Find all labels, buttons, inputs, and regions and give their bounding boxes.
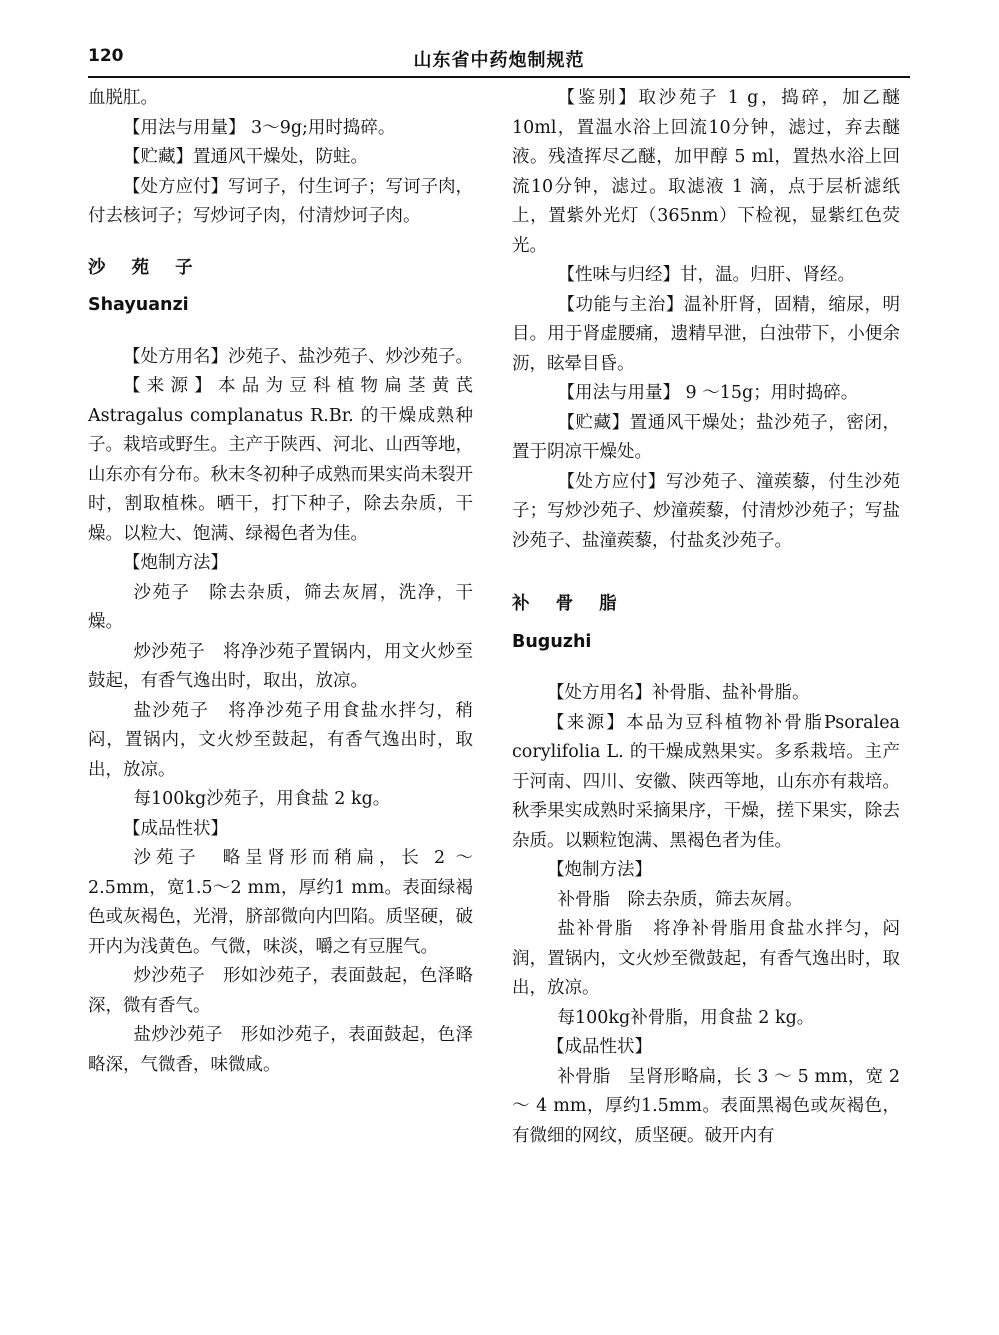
nature-meridian: 【性味与归经】甘，温。归肝、肾经。 xyxy=(557,265,855,285)
usage-dosage: 【用法与用量】 3～9g;用时捣碎。 xyxy=(123,117,396,138)
right-column xyxy=(512,84,900,1151)
prescription-dispensing: 【处方应付】写沙苑子、潼蒺藜，付生沙苑子；写炒沙苑子、炒潼蒺藜，付清炒沙苑子；写盐沙苑子、盐潼蒺藜，付盐炙沙苑子。 xyxy=(512,471,900,551)
source: 【来源】本品为豆科植物扁茎黄芪Astragalus complanatus R.Br. 的干燥成熟种子。栽培或野生。主产于陕西、河北、山西等地，山东亦有分布。秋末冬初种子成熟而果实尚未裂开时，割取植株。晒干，打下种子，除去杂质，干燥。以粒大、饱满、绿褐色者为佳。 xyxy=(88,376,473,544)
storage: 【贮藏】置通风干燥处；盐沙苑子，密闭，置于阴凉干燥处。 xyxy=(512,412,900,462)
source: 【来源】本品为豆科植物补骨脂Psoralea corylifolia L. 的干燥成熟果实。多系栽培。主产于河南、四川、安徽、陕西等地，山东亦有栽培。秋季果实成熟时采摘果序，干燥，搓下果实，除去杂质。以颗粒饱满、黑褐色者为佳。 xyxy=(512,712,900,851)
processing-method: 炒沙苑子 将净沙苑子置锅内，用文火炒至鼓起，有香气逸出时，取出，放凉。 xyxy=(88,641,473,691)
processing-method: 补骨脂 除去杂质，筛去灰屑。 xyxy=(557,889,803,910)
prescription-names: 【处方用名】沙苑子、盐沙苑子、炒沙苑子。 xyxy=(123,346,473,367)
continued-text: 血脱肛。 xyxy=(88,88,158,108)
processing-heading: 【炮制方法】 xyxy=(123,553,228,573)
processing-method: 盐沙苑子 将净沙苑子用食盐水拌匀，稍闷，置锅内，文火炒至鼓起，有香气逸出时，取出，放凉。 xyxy=(88,700,473,780)
storage: 【贮藏】置通风干燥处，防蛀。 xyxy=(123,147,368,167)
prescription-dispensing: 【处方应付】写诃子，付生诃子；写诃子肉，付去核诃子；写炒诃子肉，付清炒诃子肉。 xyxy=(88,176,473,226)
processing-method: 每100kg补骨脂，用食盐 2 kg。 xyxy=(557,1007,815,1028)
page-header xyxy=(88,40,910,78)
processing-heading: 【炮制方法】 xyxy=(547,860,652,880)
entry-latin-buguzhi: Buguzhi xyxy=(512,631,592,652)
prescription-names: 【处方用名】补骨脂、盐补骨脂。 xyxy=(547,683,810,703)
processing-method: 沙苑子 除去杂质，筛去灰屑，洗净，干燥。 xyxy=(88,582,473,632)
processing-method: 每100kg沙苑子，用食盐 2 kg。 xyxy=(133,789,391,809)
product-trait: 沙苑子 略呈肾形而稍扁，长 2 ～2.5mm，宽1.5～2 mm，厚约1 mm。表面绿褐色或灰褐色，光滑，脐部微向内凹陷。质坚硬，破开内为浅黄色。气微，味淡，嚼之有豆腥气。 xyxy=(88,848,473,957)
function-indication: 【功能与主治】温补肝肾，固精，缩尿，明目。用于肾虚腰痛，遗精早泄，白浊带下，小便余沥，眩晕目昏。 xyxy=(512,294,900,374)
page-number: 120 xyxy=(88,46,124,66)
entry-latin-shayuanzi: Shayuanzi xyxy=(88,295,189,315)
product-trait: 盐炒沙苑子 形如沙苑子，表面鼓起，色泽略深，气微香，味微咸。 xyxy=(88,1025,473,1075)
product-traits-heading: 【成品性状】 xyxy=(123,818,228,839)
product-traits-heading: 【成品性状】 xyxy=(547,1037,652,1057)
entry-title-buguzhi: 补 骨 脂 xyxy=(512,594,627,614)
left-column xyxy=(88,84,473,1080)
usage-dosage: 【用法与用量】 9 ～15g；用时捣碎。 xyxy=(557,383,859,403)
entry-title-shayuanzi: 沙 苑 子 xyxy=(88,257,203,278)
product-trait: 补骨脂 呈肾形略扁，长 3 ～ 5 mm，宽 2 ～ 4 mm，厚约1.5mm。表面黑褐色或灰褐色，有微细的网纹，质坚硬。破开内有 xyxy=(512,1066,900,1146)
processing-method: 盐补骨脂 将净补骨脂用食盐水拌匀，闷润，置锅内，文火炒至微鼓起，有香气逸出时，取出，放凉。 xyxy=(512,919,900,998)
product-trait: 炒沙苑子 形如沙苑子，表面鼓起，色泽略深，微有香气。 xyxy=(88,966,473,1016)
running-title: 山东省中药炮制规范 xyxy=(413,50,585,71)
identification: 【鉴别】取沙苑子 1 g，捣碎，加乙醚10ml，置温水浴上回流10分钟，滤过，弃去醚液。残渣挥尽乙醚，加甲醇 5 ml，置热水浴上回流10分钟，滤过。取滤液 1 滴，点于层析滤纸上，置紫外光灯（365nm）下检视，显紫红色荧光。 xyxy=(512,88,900,256)
